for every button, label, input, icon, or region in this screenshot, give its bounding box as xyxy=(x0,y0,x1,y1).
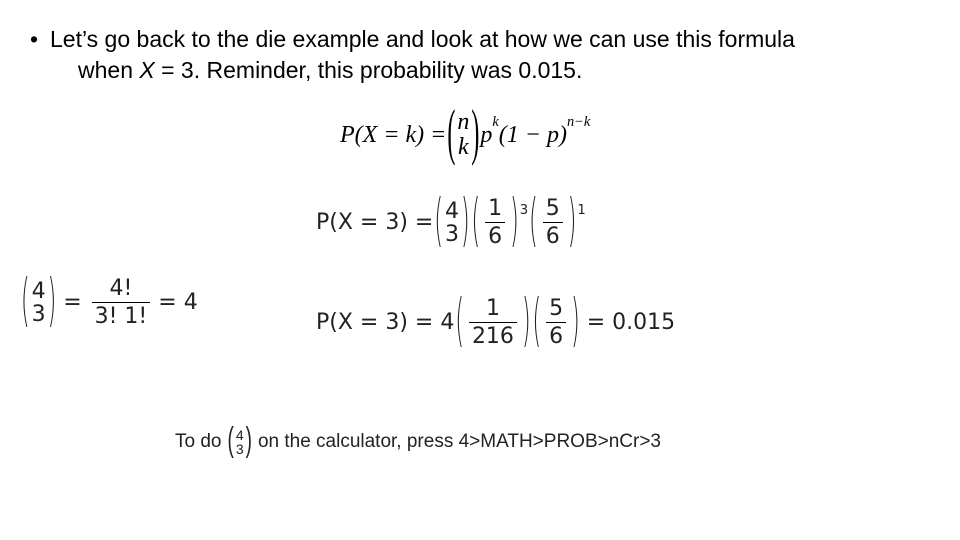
exponent-1: 1 xyxy=(577,203,586,219)
equals-sign: = xyxy=(63,290,82,316)
formula-lhs: P(X = 3) = xyxy=(316,210,434,236)
exponent-n-minus-k: n−k xyxy=(566,113,591,130)
binom-4-3: 4 3 xyxy=(235,427,244,457)
bullet-line-2-end: = 3. Reminder, this probability was 0.015. xyxy=(154,57,583,83)
formula-lhs: P(X = k) = xyxy=(340,121,447,148)
exponent-k: k xyxy=(492,113,499,130)
combination-result: = 4 xyxy=(158,290,198,316)
fraction-5-6: $\frac{5}{6}$ xyxy=(543,196,563,250)
combination-calculation: ( 4 3 ) = $\frac{4!}{3! 1!}$ = 4 xyxy=(21,270,198,336)
fraction-1-6: $\frac{1}{6}$ xyxy=(485,196,505,250)
calculator-instruction: To do ( 4 3 ) on the calculator, press 4>MATH>PROB>nCr>3 xyxy=(175,422,662,460)
binom-4-3: 4 3 xyxy=(31,278,46,327)
calc-text-start: To do xyxy=(175,431,222,452)
paren-right: ) xyxy=(471,100,480,168)
fraction-5-6: $\frac{5}{6}$ xyxy=(546,296,566,350)
paren-left: ( xyxy=(447,100,456,168)
calc-text-end: on the calculator, press 4>MATH>PROB>nCr>3 xyxy=(257,431,662,452)
probability-result: = 0.015 xyxy=(586,310,676,336)
exponent-3: 3 xyxy=(519,203,529,219)
binomial-formula-result: P(X = 3) = 4 ( $\frac{1}{216}$ ) ( $\frac{5}{6}$ ) = 0.015 xyxy=(316,290,676,356)
p-term: p xyxy=(480,121,493,148)
bullet-line-2-start: when xyxy=(78,57,140,83)
binom-4-3: 4 3 xyxy=(444,198,459,247)
fraction-1-216: $\frac{1}{216}$ xyxy=(469,296,517,350)
binom-n-k: n k xyxy=(457,109,470,161)
bullet-line-2 xyxy=(78,55,582,86)
fraction-factorials: $\frac{4!}{3! 1!}$ xyxy=(92,276,151,330)
binomial-formula-general xyxy=(340,100,591,168)
formula-lhs: P(X = 3) = 4 xyxy=(316,310,455,336)
variable-x: X xyxy=(139,57,155,83)
bullet-dot: • xyxy=(30,26,39,52)
binomial-formula-substituted: P(X = 3) = ( 4 3 ) ( $\frac{1}{6}$ ) $^3$ ( $\frac{5}{6}$ ) $^1$ xyxy=(316,190,586,256)
bullet-line-1: Let’s go back to the die example and look at how we can use this formula xyxy=(50,26,795,52)
one-minus-p: (1 − p) xyxy=(498,121,567,148)
